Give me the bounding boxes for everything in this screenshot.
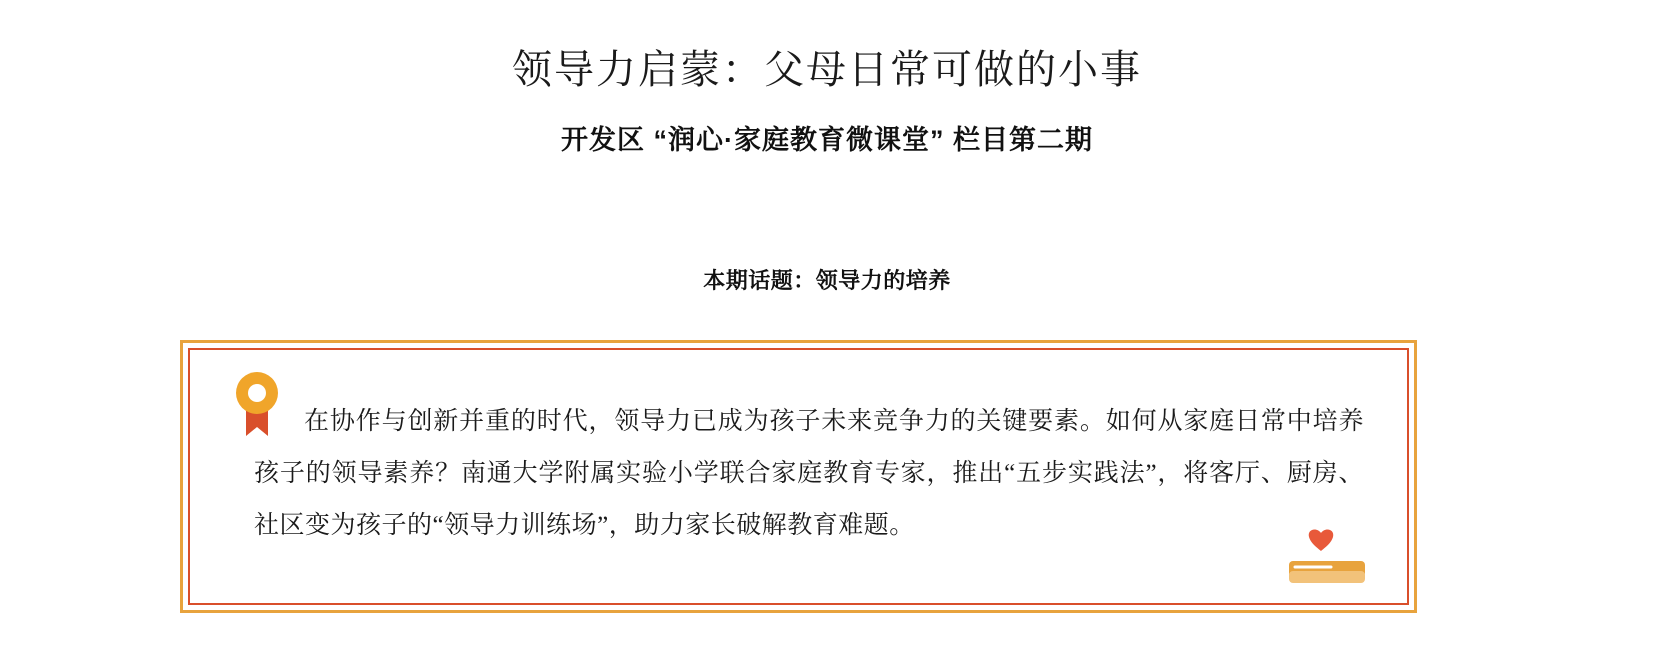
- callout-box: [180, 340, 1417, 613]
- book-icon: [1275, 527, 1371, 589]
- callout-body-text: 在协作与创新并重的时代，领导力已成为孩子未来竞争力的关键要素。如何从家庭日常中培养孩子的领导素养？南通大学附属实验小学联合家庭教育专家，推出“五步实践法”，将客厅、厨房、社区变为孩子的“领导力训练场”，助力家长破解教育难题。: [254, 408, 1364, 539]
- page-subtitle: 开发区 “润心·家庭教育微课堂” 栏目第二期: [561, 125, 1093, 155]
- callout-inner-border: [188, 348, 1409, 605]
- topic-label: 本期话题：领导力的培养: [703, 267, 951, 293]
- page-title: 领导力启蒙：父母日常可做的小事: [512, 47, 1142, 92]
